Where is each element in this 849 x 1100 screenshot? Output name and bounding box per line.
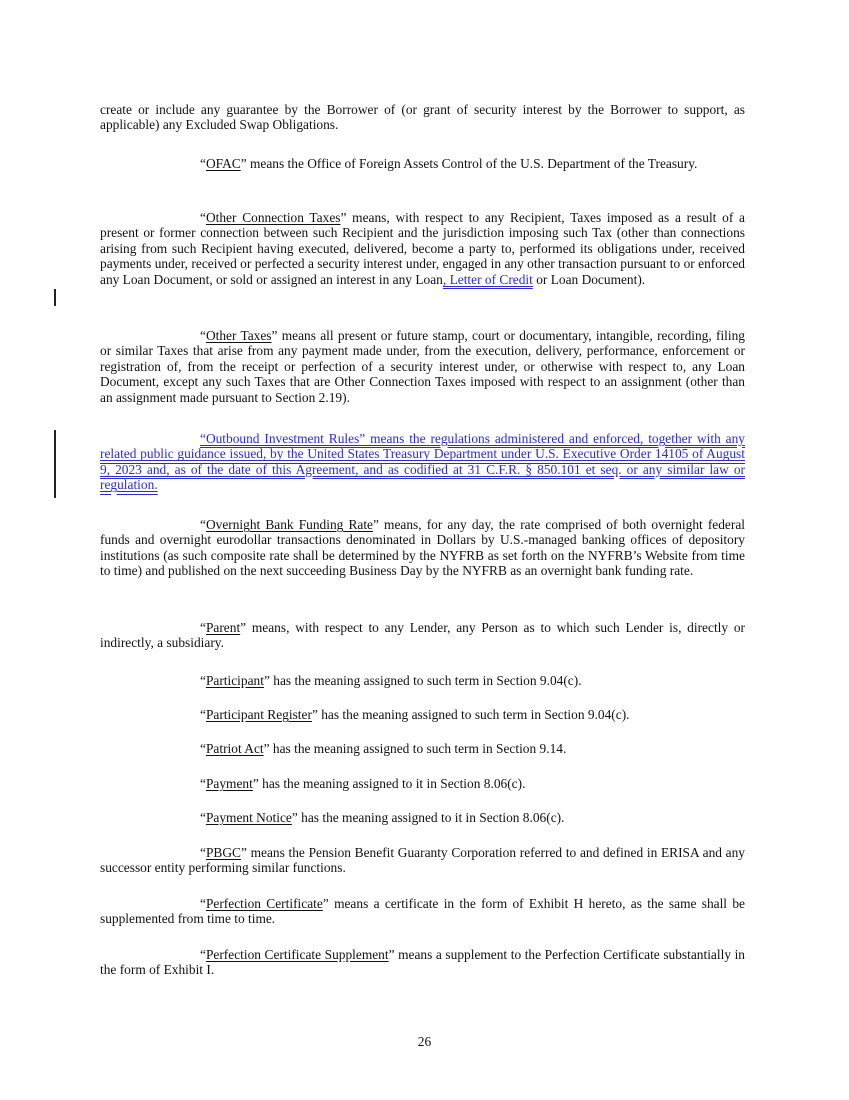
definition-participant: “Participant” has the meaning assigned to such term in Section 9.04(c). — [200, 673, 582, 688]
inserted-text: “Outbound Investment Rules” means the regulations administered and enforced, together with any related public guidance issued, by the United States Treasury Department under U.S. Executive Order 14105 of August 9, 2023 and, as of the date of this Agreement, and as codified at 31 C.F.R. § 850.101 et seq. or any similar law or regulation. — [100, 431, 745, 493]
definition-perfection-certificate-supplement: “Perfection Certificate Supplement” means a supplement to the Perfection Certificate substantially in the form of Exhibit I. — [100, 947, 746, 978]
defined-term: Other Taxes — [205, 328, 272, 343]
defined-term: Participant Register — [205, 707, 312, 722]
defined-term: Perfection Certificate — [205, 896, 323, 911]
definition-patriot-act: “Patriot Act” has the meaning assigned to such term in Section 9.14. — [200, 741, 567, 756]
definition-payment: “Payment” has the meaning assigned to it in Section 8.06(c). — [200, 776, 526, 791]
defined-term: Other Connection Taxes — [205, 210, 341, 225]
inserted-text: , Letter of Credit — [442, 271, 533, 287]
defined-term: Patriot Act — [205, 741, 264, 756]
definition-pbgc: “PBGC” means the Pension Benefit Guaranty Corporation referred to and defined in ERISA and any successor entity performing similar functions. — [100, 845, 745, 876]
change-bar — [54, 430, 56, 498]
defined-term: Payment Notice — [205, 810, 292, 825]
definition-overnight-bank-funding-rate: “Overnight Bank Funding Rate” means, for any day, the rate comprised of both overnight federal funds and overnight eurodollar transactions denominated in Dollars by U.S.-managed banking offices of depository institutions (as such composite rate shall be determined by the NYFRB as set forth on the NYFRB’s Website from time to time) and published on the next succeeding Business Day by the NYFRB as an overnight bank funding rate. — [100, 517, 745, 579]
definition-other-taxes: “Other Taxes” means all present or future stamp, court or documentary, intangible, recording, filing or similar Taxes that arise from any payment made under, from the execution, delivery, performance, enforcement or registration of, from the receipt or perfection of a security interest under, or otherwise with respect to, any Loan Document, except any such Taxes that are Other Connection Taxes imposed with respect to an assignment (other than an assignment made pursuant to Section 2.19). — [100, 328, 745, 405]
defined-term: Payment — [205, 776, 253, 791]
definition-payment-notice: “Payment Notice” has the meaning assigned to it in Section 8.06(c). — [200, 810, 565, 825]
definition-outbound-investment-rules — [100, 431, 745, 493]
defined-term: Parent — [205, 620, 241, 635]
defined-term: Participant — [205, 673, 264, 688]
definition-perfection-certificate: “Perfection Certificate” means a certificate in the form of Exhibit H hereto, as the same shall be supplemented from time to time. — [100, 896, 745, 927]
defined-term: Perfection Certificate Supplement — [205, 947, 389, 962]
definition-participant-register: “Participant Register” has the meaning assigned to such term in Section 9.04(c). — [200, 707, 630, 722]
defined-term: Overnight Bank Funding Rate — [205, 517, 373, 532]
definition-other-connection-taxes: “Other Connection Taxes” means, with respect to any Recipient, Taxes imposed as a result of a present or former connection between such Recipient and the jurisdiction imposing such Tax (other than connections arising from such Recipient having executed, delivered, become a party to, performed its obligations under, received payments under, received or perfected a security interest under, engaged in any other transaction pursuant to or enforced any Loan Document, or sold or assigned an interest in any Loan, Letter of Credit or Loan Document). — [100, 210, 745, 287]
defined-term: OFAC — [205, 156, 241, 171]
change-bar — [54, 289, 56, 306]
definition-parent: “Parent” means, with respect to any Lender, any Person as to which such Lender is, directly or indirectly, a subsidiary. — [100, 620, 745, 651]
definition-ofac: “OFAC” means the Office of Foreign Assets Control of the U.S. Department of the Treasury. — [200, 156, 698, 171]
defined-term: PBGC — [205, 845, 241, 860]
page-number: 26 — [417, 1034, 432, 1049]
paragraph-excluded-swap-continuation: create or include any guarantee by the Borrower of (or grant of security interest by the Borrower to support, as applicable) any Excluded Swap Obligations. — [100, 102, 745, 133]
